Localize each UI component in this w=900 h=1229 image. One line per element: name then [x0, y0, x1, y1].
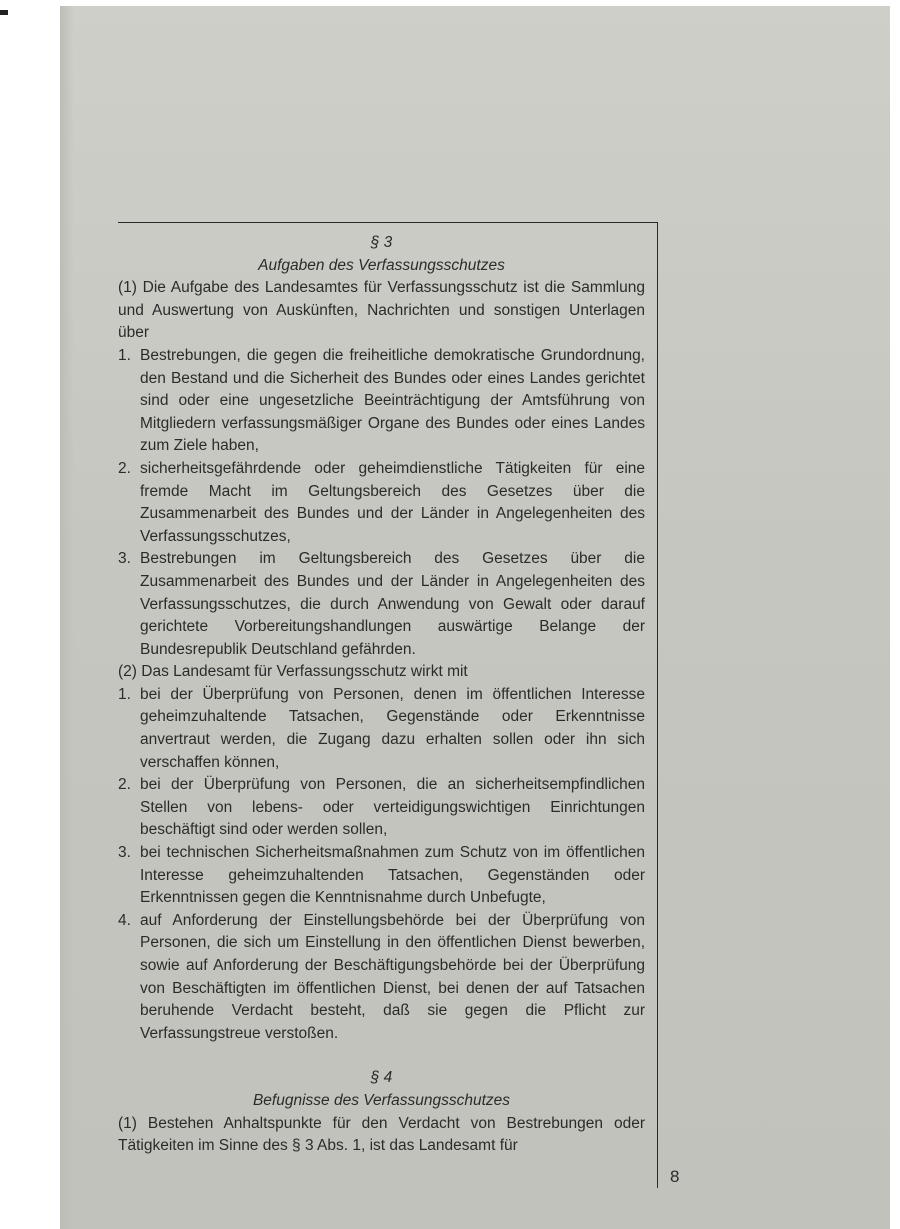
- list-item-text: bei technischen Sicherheitsmaßnahmen zum Schutz von im öffentlichen Interesse geheimzuhaltenden Tatsachen, Gegenständen oder Erkenntnissen gegen die Kenntnisnahme durch Unbefugte,: [140, 844, 645, 907]
- section-3-para-1-intro: (1) Die Aufgabe des Landesamtes für Verfassungsschutz ist die Sammlung und Auswertung von Auskünften, Nachrichten und sonstigen Unterlagen über: [118, 279, 645, 342]
- list-item: [118, 458, 645, 548]
- page-number: 8: [670, 1167, 680, 1186]
- list-item: [118, 842, 645, 910]
- section-gap: [118, 1045, 645, 1067]
- list-item-number: 2.: [118, 459, 131, 477]
- list-item-number: 2.: [118, 776, 131, 794]
- list-item-text: Bestrebungen im Geltungsbereich des Gesetzes über die Zusammenarbeit des Bundes und der Länder in Angelegenheiten des Verfassungsschutzes, die durch Anwendung von Gewalt oder darauf gerichtete Vorbereitungshandlungen auswärtige Belange der Bundesrepublik Deutschland gefährden.: [140, 550, 645, 658]
- list-item-text: auf Anforderung der Einstellungsbehörde bei der Überprüfung von Personen, die sich um Einstellung in den öffentlichen Dienst bewerben, sowie auf Anforderung der Beschäftigungsbehörde bei der Überprüfung von Beschäftigten im öffentlichen Dienst, bei denen der auf Tatsachen beruhende Verdacht besteht, daß sie gegen die Pflicht zur Verfassungstreue verstoßen.: [140, 911, 645, 1042]
- list-item: [118, 548, 645, 661]
- right-rule: [657, 222, 658, 1188]
- document-body: [118, 232, 645, 1158]
- section-4-number: § 4: [370, 1069, 393, 1087]
- list-item-text: bei der Überprüfung von Personen, denen im öffentlichen Interesse geheimzuhaltende Tatsachen, Gegenstände oder Erkenntnisse anvertraut werden, die Zugang dazu erhalten sollen oder ihn sich verschaffen können,: [140, 685, 645, 771]
- list-item-number: 3.: [118, 550, 131, 568]
- section-3-para-2-intro: (2) Das Landesamt für Verfassungsschutz wirkt mit: [118, 663, 468, 681]
- page-edge-shadow: [60, 6, 74, 1229]
- section-4-para-1: (1) Bestehen Anhaltspunkte für den Verdacht von Bestrebungen oder Tätigkeiten im Sinne des § 3 Abs. 1, ist das Landesamt für: [118, 1114, 645, 1155]
- list-item: [118, 345, 645, 458]
- list-item-text: bei der Überprüfung von Personen, die an sicherheitsempfindlichen Stellen von lebens- oder verteidigungswichtigen Einrichtungen beschäftigt sind oder werden sollen,: [140, 776, 645, 839]
- list-item-text: Bestrebungen, die gegen die freiheitliche demokratische Grundordnung, den Bestand und die Sicherheit des Bundes oder eines Landes gerichtet sind oder eine ungesetzliche Beeinträchtigung der Amtsführung von Mitgliedern verfassungsmäßiger Organe des Bundes oder eines Landes zum Ziele haben,: [140, 346, 645, 455]
- section-3-title: Aufgaben des Verfassungsschutzes: [258, 256, 505, 274]
- section-4-title: Befugnisse des Verfassungsschutzes: [252, 1091, 511, 1109]
- list-item: [118, 774, 645, 842]
- list-item: [118, 684, 645, 774]
- list-item-number: 4.: [118, 911, 131, 929]
- section-3-number: § 3: [370, 234, 393, 251]
- top-rule: [118, 222, 658, 223]
- list-item-number: 3.: [118, 844, 131, 862]
- list-item-text: sicherheitsgefährdende oder geheimdienstliche Tätigkeiten für eine fremde Macht im Geltungsbereich des Gesetzes über die Zusammenarbeit des Bundes und der Länder in Angelegenheiten des Verfassungsschutzes,: [140, 459, 645, 545]
- list-item-number: 1.: [118, 346, 131, 364]
- scan-corner-mark: [0, 10, 8, 15]
- list-item: [118, 910, 645, 1046]
- list-item-number: 1.: [118, 685, 131, 703]
